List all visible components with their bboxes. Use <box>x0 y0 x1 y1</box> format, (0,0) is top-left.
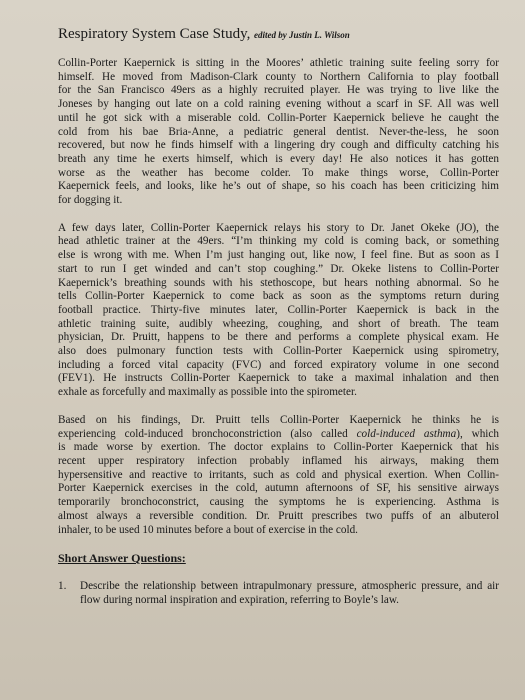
paragraph-line: experiencing cold-induced bronchoconstriction (also called cold-induced asthma), which <box>58 427 499 440</box>
paragraph-line: exhale as forcefully and maximally as possible into the spirometer. <box>58 386 357 399</box>
paragraph-line: (FEV1). He instructs Collin-Porter Kaepernick to take a maximal inhalation and then <box>58 372 499 385</box>
paragraph-line: inhaler, to be used 10 minutes before a bout of exercise in the cold. <box>58 523 358 536</box>
paragraph-line: Kaepernick feels, and looks, like he’s out of shape, so his coach has been criticizing him <box>58 180 499 193</box>
paragraph-line: athletic training suite, audibly wheezing, coughing, and short of breath. The team <box>58 317 499 330</box>
paragraph-line: hypersensitive and reactive to irritants, such as cold and physical exertion. When Collin- <box>58 468 499 481</box>
paragraph-line: cold from his bae Bria-Anne, a pediatric general dentist. Never-the-less, he soon <box>58 125 499 138</box>
paragraph-line: Kaepernick’s breathing sounds with his stethoscope, but hears nothing abnormal. So he <box>58 276 499 289</box>
editor-byline: edited by Justin L. Wilson <box>253 30 350 40</box>
paragraph-line: Joneses by hanging out late on a cold raining evening without a scarf in SF. All was well <box>58 98 499 111</box>
italic-term: cold-induced asthma <box>356 427 457 440</box>
document-title-line <box>58 26 499 43</box>
paragraph-line: Collin-Porter Kaepernick is sitting in the Moores’ athletic training suite feeling sorry for <box>58 57 499 69</box>
paragraph-line: almost always a reversible condition. Dr. Pruitt prescribes two puffs of an albuterol <box>58 509 499 522</box>
question-number: 1. <box>58 580 67 593</box>
question-text: Describe the relationship between intrapulmonary pressure, atmospheric pressure, and air flow during normal inspiration and expiration, referring to Boyle’s law. <box>80 580 499 606</box>
paragraph-line: including a forced vital capacity (FVC) and forced expiratory volume in one second <box>58 358 499 371</box>
paragraph-line: recent upper respiratory infection probably inflamed his airways, making them <box>58 454 499 467</box>
paragraph-line: Porter Kaepernick exercises in the cold, autumn afternoons of SF, his sensitive airways <box>58 482 499 495</box>
paragraph-line: physician, Dr. Pruitt, happens to be there and performs a complete physical exam. He <box>58 331 499 344</box>
paragraph-line: is made worse by exertion. The doctor explains to Collin-Porter Kaepernick that his <box>58 441 499 454</box>
short-answer-heading: Short Answer Questions: <box>58 551 186 566</box>
paragraph-line: tells Collin-Porter Kaepernick to come back as soon as the symptoms return during <box>58 290 499 303</box>
paragraph-line: temporarily bronchoconstrict, causing the symptoms he is experiencing. Asthma is <box>58 496 499 509</box>
page-title: Respiratory System Case Study, <box>58 26 251 42</box>
body-paragraph <box>58 57 499 208</box>
paragraph-line: start to run I get winded and can’t stop coughing.” Dr. Okeke listens to Collin-Porter <box>58 262 499 275</box>
paragraph-line: head athletic trainer at the 49ers. “I’m thinking my cold is coming back, or something <box>58 235 499 248</box>
paragraph-line: breath any time he exerts himself, which is every day! He also notices it has gotten <box>58 152 499 165</box>
question-item <box>58 580 499 607</box>
case-study-body <box>58 57 499 537</box>
paragraph-line: himself. He moved from Madison-Clark county to Northern California to play football <box>58 70 499 83</box>
body-paragraph <box>58 222 499 400</box>
paragraph-line: for dogging it. <box>58 194 123 207</box>
paragraph-line: for the San Francisco 49ers as a highly recruited player. He was trying to live like the <box>58 84 499 97</box>
paragraph-line: football practice. Thirty-five minutes later, Collin-Porter Kaepernick is back in the <box>58 303 499 316</box>
paragraph-line: also does pulmonary function tests with Collin-Porter Kaepernick using spirometry, <box>58 345 499 358</box>
body-paragraph <box>58 414 499 537</box>
paragraph-line: else is wrong with me. When I’m just hanging out, like now, I feel fine. But as soon as I <box>58 249 499 262</box>
paragraph-line: Based on his findings, Dr. Pruitt tells Collin-Porter Kaepernick he thinks he is <box>58 413 499 426</box>
paragraph-line: worse as the weather has become colder. To make things worse, Collin-Porter <box>58 166 499 179</box>
paragraph-line: recovered, but now he finds himself with a lingering dry cough and difficulty catching his <box>58 139 499 152</box>
question-list <box>58 580 499 607</box>
paragraph-line: until he got sick with a miserable cold. Collin-Porter Kaepernick believe he caught the <box>58 111 499 124</box>
paragraph-line: A few days later, Collin-Porter Kaepernick relays his story to Dr. Janet Okeke (JO), the <box>58 221 499 234</box>
